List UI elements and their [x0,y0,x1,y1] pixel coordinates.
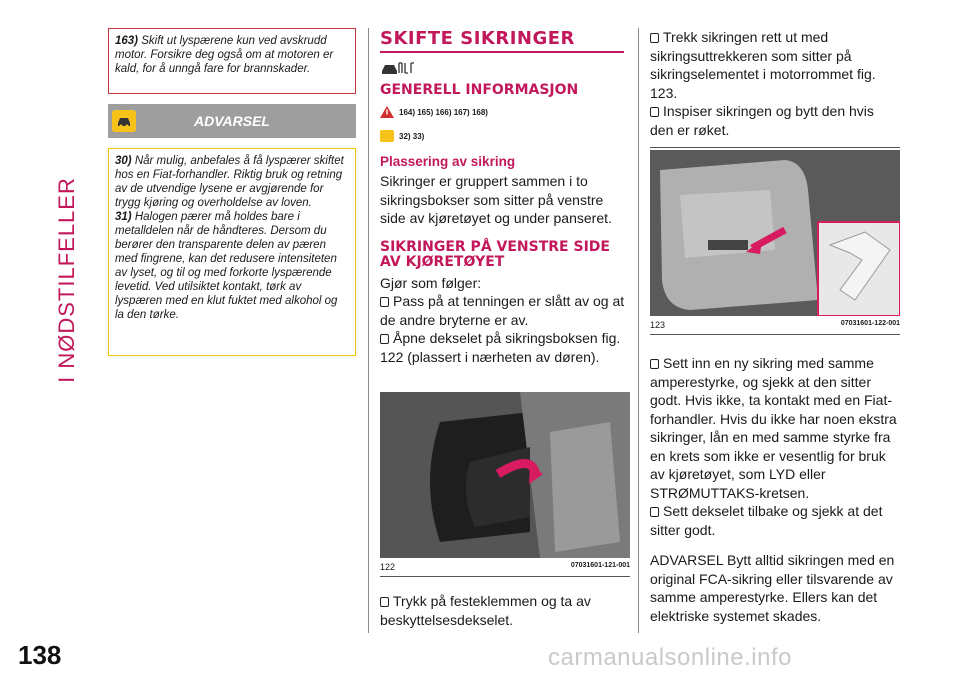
right-column-top [650,28,900,139]
middle-column-bottom [380,592,630,629]
checkbox-bullet-icon [650,507,659,517]
step-text: Åpne dekselet på sikringsboksen fig. 122 (plassert i nærheten av døren). [380,330,621,365]
section-title: SKIFTE SIKRINGER [380,28,575,49]
danger-triangle-icon [380,106,394,118]
danger-ref-list: 164) 165) 166) 167) 168) [399,107,488,117]
note-number: 163) [115,35,139,47]
step-text: Sett inn en ny sikring med samme amperestyrke, og sjekk at den sitter godt. Hvis ikke, ta kontakt med en Fiat-forhandler. Hvis du ikke har noen ekstra sikringer, lån en med samme styrke fra en krets som ikke er vesentlig for bruk av kjøretøyet, som LYD eller STRØMUTTAKS-kretsen. [650,355,897,501]
note-box-163 [108,28,356,94]
figure-122-image [380,392,630,558]
checkbox-bullet-icon [380,334,389,344]
figure-code: 07031601-122-001 [840,320,900,327]
step-open-cover [380,329,630,366]
warning-title: ADVARSEL [194,113,270,129]
note-number: 30) [115,155,132,167]
step-inspect-fuse [650,102,900,139]
general-info-heading: GENERELL INFORMASJON [380,82,579,98]
checkbox-bullet-icon [650,33,659,43]
warning-bar [108,104,356,138]
caution-refs [380,130,630,142]
figure-123-top-rule [650,147,900,148]
section-side-title [52,30,82,530]
step-text: Sett dekselet tilbake og sjekk at det sitter godt. [650,503,883,538]
step-text: Pass på at tenningen er slått av og at de andre bryterne er av. [380,293,625,328]
step-insert-fuse [650,354,900,502]
note-text: Skift ut lyspærene kun ved avskrudd motor. Forsikre deg også om at motoren er kald, for å unngå fare for brannskader. [115,35,334,75]
figure-number: 123 [650,320,666,330]
note-text: Når mulig, anbefales å få lyspærer skiftet hos en Fiat-forhandler. Riktig bruk og retning av de utvendige lysene er avgjørende for trygg kjøring og overholdelse av loven. [115,155,344,209]
watermark-text: carmanualsonline.info [548,644,792,671]
middle-column [380,28,630,366]
note-text: Halogen pærer må holdes bare i metalldelen når de håndteres. Dersom du berører den transparente delen av pæren med fingrene, kan det redusere intensiteten av lyset, og til og med forkorte lyspærende levetid. Ved utilsiktet kontakt, tørk av lyspæren med en klut fuktet med alkohol og la den tørke. [115,211,338,321]
step-text: Trekk sikringen rett ut med sikringsuttrekkeren som sitter på sikringselementet i motorrommet fig. 123. [650,29,876,101]
step-remove-cover [380,592,630,629]
car-caution-icon [380,130,394,142]
left-fuses-heading: SIKRINGER PÅ VENSTRE SIDE AV KJØRETØYET [380,238,610,270]
step-text: Inspiser sikringen og bytt den hvis den er røket. [650,103,874,138]
step-replace-cover [650,502,900,539]
location-heading: Plassering av sikring [380,154,516,169]
car-warning-icon [112,110,136,132]
checkbox-bullet-icon [380,297,389,307]
figure-code: 07031601-121-001 [570,562,630,569]
figure-number: 122 [380,562,396,572]
figure-122-rule [380,576,630,577]
column-divider-1 [368,28,369,633]
figure-122-caption [380,562,630,572]
car-fuse-icon [380,59,630,77]
figure-123-image [650,150,900,316]
intro-text: Gjør som følger: [380,274,482,291]
step-pull-fuse [650,28,900,102]
checkbox-bullet-icon [380,597,389,607]
title-underline [380,51,624,53]
step-ignition-off [380,292,630,329]
checkbox-bullet-icon [650,107,659,117]
page-number: 138 [18,640,62,670]
side-title-text: I NØDSTILFELLER [54,177,79,383]
checkbox-bullet-icon [650,359,659,369]
right-column-bottom [650,354,900,625]
warning-paragraph: ADVARSEL Bytt alltid sikringen med en original FCA-sikring eller tilsvarende av samme amperestyrke. Ellers kan det elektriske systemet skades. [650,552,895,624]
step-text: Trykk på festeklemmen og ta av beskyttelsesdekselet. [380,593,591,628]
figure-123-caption [650,320,900,330]
note-number: 31) [115,211,132,223]
caution-ref-list: 32) 33) [399,131,425,141]
column-divider-2 [638,28,639,633]
figure-123-rule [650,334,900,335]
note-box-30-31 [108,148,356,356]
location-text: Sikringer er gruppert sammen i to sikringsbokser som sitter på venstre side av kjøretøyet og under panseret. [380,173,612,226]
danger-refs [380,106,630,118]
